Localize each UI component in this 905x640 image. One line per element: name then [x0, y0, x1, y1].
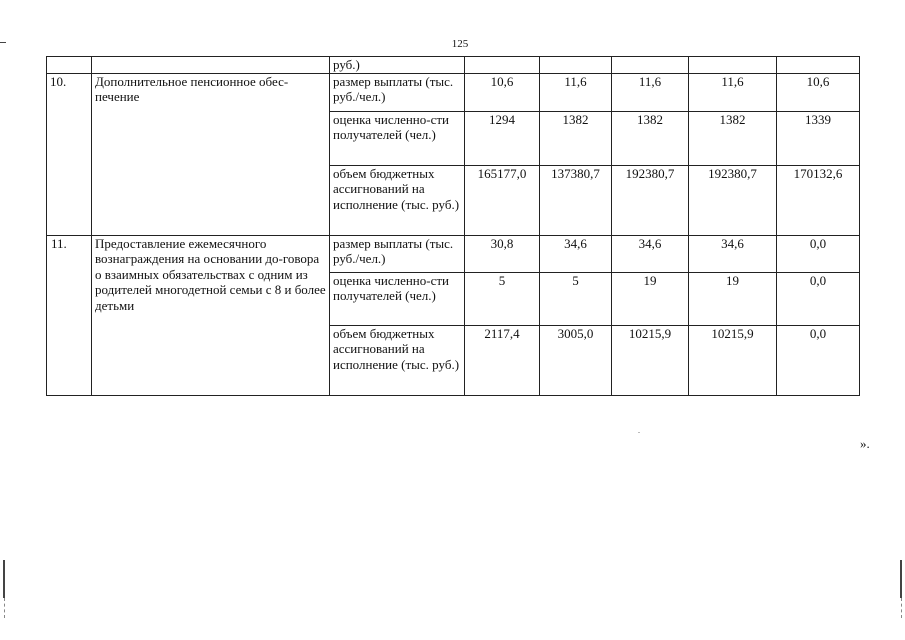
value-cell: 10,6: [465, 73, 540, 111]
value-cell: [540, 57, 612, 74]
table-row-continuation: [47, 57, 860, 74]
value-cell: 170132,6: [777, 165, 860, 235]
value-cell: 19: [612, 272, 689, 325]
scan-edge-mark: [901, 598, 902, 618]
measure-name-cell: Дополнительное пенсионное обес-печение: [92, 73, 330, 235]
indicator-cell: размер выплаты (тыс. руб./чел.): [330, 235, 465, 272]
scan-edge-mark: [4, 598, 5, 618]
value-cell: 1294: [465, 111, 540, 165]
budget-table: [46, 56, 860, 396]
value-cell: 34,6: [612, 235, 689, 272]
row-number-cell: 10.: [47, 73, 92, 235]
value-cell: 10,6: [777, 73, 860, 111]
scan-edge-mark: [900, 560, 902, 598]
value-cell: [689, 57, 777, 74]
value-cell: 165177,0: [465, 165, 540, 235]
value-cell: 11,6: [540, 73, 612, 111]
value-cell: 30,8: [465, 235, 540, 272]
closing-quote: ».: [860, 436, 870, 451]
row-number-cell: [47, 57, 92, 74]
value-cell: 0,0: [777, 235, 860, 272]
indicator-cell: объем бюджетных ассигнований на исполнение (тыс. руб.): [330, 325, 465, 395]
value-cell: 19: [689, 272, 777, 325]
scan-speck: [638, 432, 640, 433]
table-row: [47, 73, 860, 111]
value-cell: 11,6: [612, 73, 689, 111]
measure-name-cell: Предоставление ежемесячного вознаграждения на основании до-говора о взаимных обязательствах с одним из родителей многодетной семьи с 8 и более детьми: [92, 235, 330, 395]
scan-edge-mark: [0, 42, 6, 43]
indicator-cell: размер выплаты (тыс. руб./чел.): [330, 73, 465, 111]
value-cell: 34,6: [540, 235, 612, 272]
indicator-cell: оценка численно-сти получателей (чел.): [330, 272, 465, 325]
value-cell: 2117,4: [465, 325, 540, 395]
value-cell: 34,6: [689, 235, 777, 272]
value-cell: 3005,0: [540, 325, 612, 395]
value-cell: [777, 57, 860, 74]
value-cell: [465, 57, 540, 74]
value-cell: 192380,7: [612, 165, 689, 235]
indicator-cell: объем бюджетных ассигнований на исполнение (тыс. руб.): [330, 165, 465, 235]
value-cell: 0,0: [777, 272, 860, 325]
row-number-cell: 11.: [47, 235, 92, 395]
value-cell: 5: [540, 272, 612, 325]
value-cell: 1382: [689, 111, 777, 165]
table-row: [47, 235, 860, 272]
value-cell: 137380,7: [540, 165, 612, 235]
scan-edge-mark: [3, 560, 5, 598]
value-cell: 5: [465, 272, 540, 325]
indicator-cell: оценка численно-сти получателей (чел.): [330, 111, 465, 165]
measure-name-cell: [92, 57, 330, 74]
page-number: 125: [451, 38, 469, 50]
value-cell: 10215,9: [689, 325, 777, 395]
value-cell: 10215,9: [612, 325, 689, 395]
value-cell: 1339: [777, 111, 860, 165]
value-cell: 11,6: [689, 73, 777, 111]
indicator-cell: руб.): [330, 57, 465, 74]
value-cell: 192380,7: [689, 165, 777, 235]
value-cell: 0,0: [777, 325, 860, 395]
value-cell: 1382: [540, 111, 612, 165]
value-cell: 1382: [612, 111, 689, 165]
value-cell: [612, 57, 689, 74]
